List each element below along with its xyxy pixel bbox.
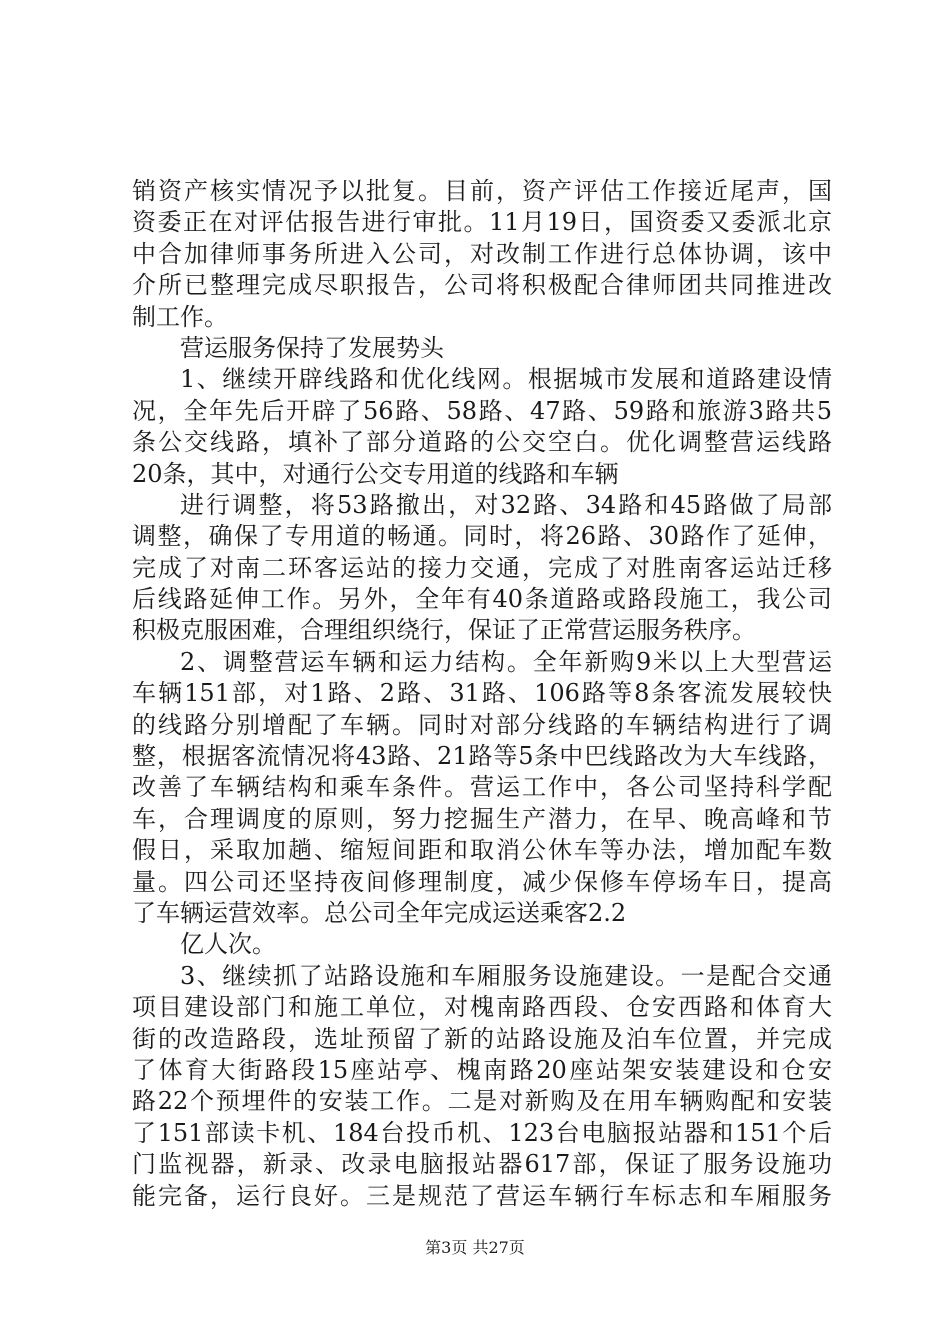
text-line: 了车辆运营效率。总公司全年完成运送乘客2.2 — [132, 898, 627, 927]
text-line: 20条，其中，对通行公交专用道的线路和车辆 — [132, 459, 619, 488]
text-line: 完成了对南二环客运站的接力交通，完成了对胜南客运站迁移 — [132, 553, 832, 582]
text-line: 资委正在对评估报告进行审批。11月19日，国资委又委派北京 — [132, 208, 832, 237]
text-line: 的线路分别增配了车辆。同时对部分线路的车辆结构进行了调 — [132, 710, 832, 739]
text-line: 改善了车辆结构和乘车条件。营运工作中，各公司坚持科学配 — [132, 773, 832, 802]
text-line: 街的改造路段，选址预留了新的站路设施及泊车位置，并完成 — [132, 1024, 832, 1053]
text-line: 1、继续开辟线路和优化线网。根据城市发展和道路建设情 — [180, 365, 832, 394]
text-line: 能完备，运行良好。三是规范了营运车辆行车标志和车厢服务 — [132, 1181, 832, 1210]
text-line: 2、调整营运车辆和运力结构。全年新购9米以上大型营运 — [180, 647, 832, 676]
text-line: 假日，采取加趟、缩短间距和取消公休车等办法，增加配车数 — [132, 836, 832, 865]
text-line: 车辆151部，对1路、2路、31路、106路等8条客流发展较快 — [132, 679, 832, 708]
text-line: 积极克服困难，合理组织绕行，保证了正常营运服务秩序。 — [132, 616, 756, 645]
text-line: 了体育大街路段15座站亭、槐南路20座站架安装建设和仓安 — [132, 1055, 832, 1084]
text-line: 介所已整理完成尽职报告，公司将积极配合律师团共同推进改 — [132, 271, 832, 300]
text-line: 况，全年先后开辟了56路、58路、47路、59路和旅游3路共5 — [132, 396, 832, 425]
text-line: 调整，确保了专用道的畅通。同时，将26路、30路作了延伸， — [132, 522, 832, 551]
text-line: 进行调整，将53路撤出，对32路、34路和45路做了局部 — [180, 490, 832, 519]
text-line: 项目建设部门和施工单位，对槐南路西段、仓安西路和体育大 — [132, 993, 832, 1022]
text-lines — [132, 176, 832, 1212]
text-line: 销资产核实情况予以批复。目前，资产评估工作接近尾声，国 — [132, 177, 832, 205]
text-line: 后线路延伸工作。另外，全年有40条道路或路段施工，我公司 — [132, 585, 832, 614]
text-line: 营运服务保持了发展势头 — [180, 333, 444, 362]
page-footer: 第3页 共27页 — [425, 1238, 525, 1257]
text-line: 亿人次。 — [180, 930, 276, 959]
document-body — [132, 176, 832, 1212]
text-line: 路22个预埋件的安装工作。二是对新购及在用车辆购配和安装 — [132, 1087, 832, 1116]
text-line: 量。四公司还坚持夜间修理制度，减少保修车停场车日，提高 — [132, 867, 832, 896]
text-line: 制工作。 — [132, 302, 228, 331]
text-line: 车，合理调度的原则，努力挖掘生产潜力，在早、晚高峰和节 — [132, 804, 832, 833]
text-line: 3、继续抓了站路设施和车厢服务设施建设。一是配合交通 — [180, 961, 832, 990]
text-line: 了151部读卡机、184台投币机、123台电脑报站器和151个后 — [132, 1118, 832, 1147]
text-line: 中合加律师事务所进入公司，对改制工作进行总体协调，该中 — [132, 239, 832, 268]
text-line: 条公交线路，填补了部分道路的公交空白。优化调整营运线路 — [132, 428, 832, 457]
text-line: 整，根据客流情况将43路、21路等5条中巴线路改为大车线路， — [132, 742, 832, 771]
text-line: 门监视器，新录、改录电脑报站器617部，保证了服务设施功 — [132, 1150, 832, 1179]
